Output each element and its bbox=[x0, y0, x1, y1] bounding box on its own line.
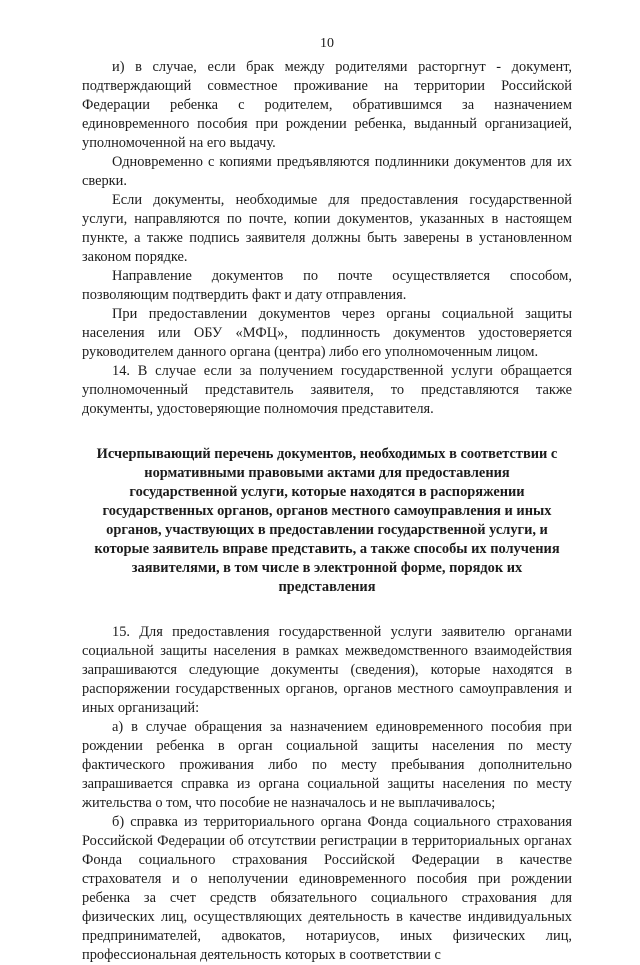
paragraph-originals: Одновременно с копиями предъявляются подлинники документов для их сверки. bbox=[82, 154, 572, 189]
body-text-top bbox=[82, 58, 572, 419]
paragraph-14-representative: 14. В случае если за получением государственной услуги обращается уполномоченный представитель заявителя, то представляются также документы, удостоверяющие полномочия представителя. bbox=[82, 363, 572, 417]
page-number: 10 bbox=[320, 36, 334, 51]
paragraph-divorce-document: и) в случае, если брак между родителями расторгнут - документ, подтверждающий совместное проживание на территории Российской Федерации ребенка с родителем, обратившимся за назначением единовременного пособия при рождении ребенка, выданный организацией, уполномоченной на его выдачу. bbox=[82, 59, 572, 151]
paragraph-authenticity: При предоставлении документов через органы социальной защиты населения или ОБУ «МФЦ», подлинность документов удостоверяется руководителем данного органа (центра) либо его уполномоченным лицом. bbox=[82, 306, 572, 360]
paragraph-15-interagency: 15. Для предоставления государственной услуги заявителю органами социальной защиты населения в рамках межведомственного взаимодействия запрашиваются следующие документы (сведения), которые находятся в распоряжении государственных органов, органов местного самоуправления и иных организаций: bbox=[82, 624, 572, 716]
paragraph-15a: а) в случае обращения за назначением единовременного пособия при рождении ребенка в орган социальной защиты населения по месту фактического проживания либо по месту пребывания дополнительно запрашивается справка из органа социальной защиты населения по месту жительства о том, что пособие не назначалось и не выплачивалось; bbox=[82, 719, 572, 811]
paragraph-15b: б) справка из территориального органа Фонда социального страхования Российской Федерации об отсутствии регистрации в территориальных органах Фонда социального страхования Российской Федерации в качестве страхователя и о неполучении единовременного пособия при рождении ребенка за счет средств обязательного социального страхования для физических лиц, осуществляющих деятельность в качестве индивидуальных предпринимателей, адвокатов, нотариусов, иных физических лиц, профессиональная деятельность которых в соответствии с bbox=[82, 814, 572, 963]
paragraph-postal-method: Направление документов по почте осуществляется способом, позволяющим подтвердить факт и дату отправления. bbox=[82, 268, 572, 303]
section-heading: Исчерпывающий перечень документов, необходимых в соответствии с нормативными правовыми актами для предоставления государственной услуги, которые находятся в распоряжении государственных органов, органов местного самоуправления и иных органов, участвующих в предоставлении государственной услуги, и которые заявитель вправе представить, а также способы их получения заявителями, в том числе в электронной форме, порядок их представления bbox=[94, 446, 560, 595]
paragraph-postal-submission: Если документы, необходимые для предоставления государственной услуги, направляются по почте, копии документов, указанных в настоящем пункте, а также подпись заявителя должны быть заверены в установленном законом порядке. bbox=[82, 192, 572, 265]
body-text-bottom bbox=[82, 623, 572, 965]
